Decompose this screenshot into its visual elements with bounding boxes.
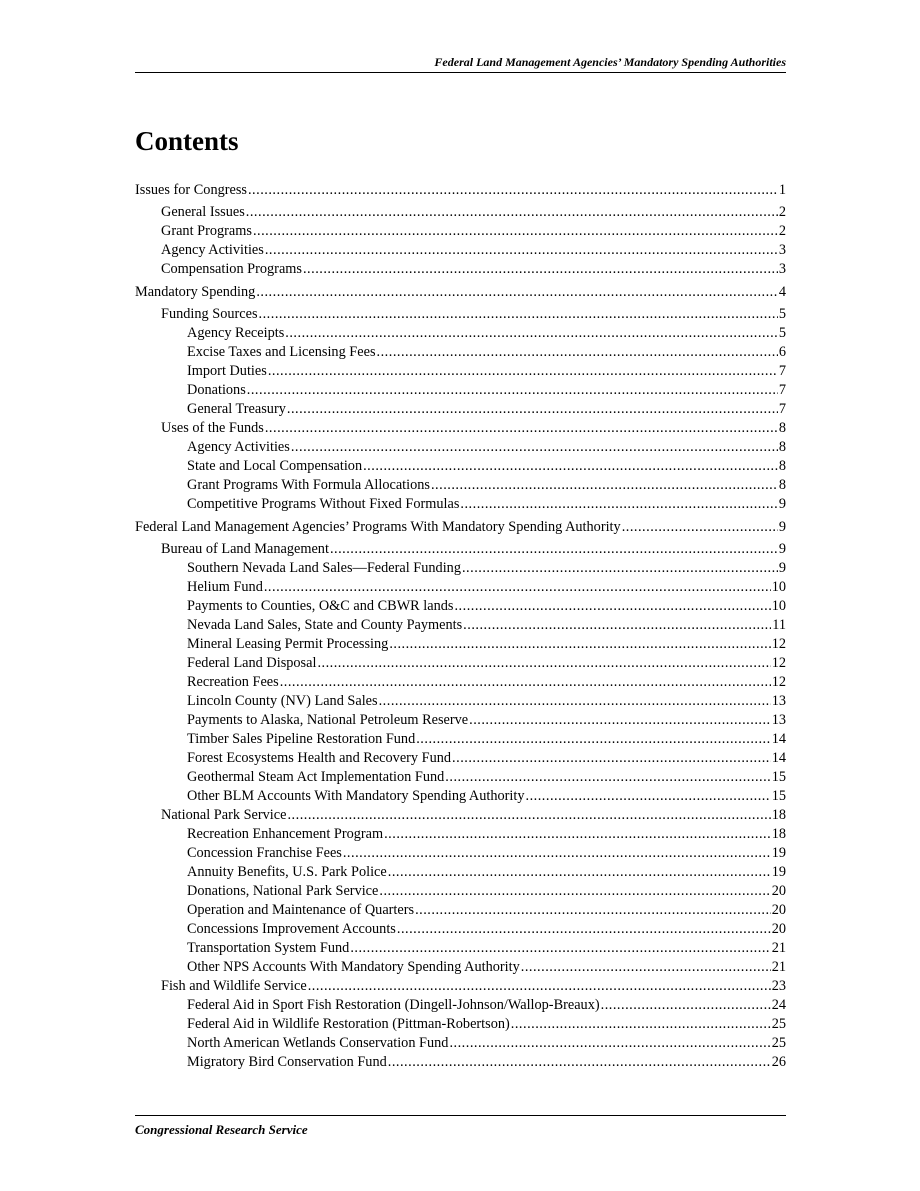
- toc-entry-page: 18: [771, 807, 786, 823]
- toc-leader-dots: [462, 559, 778, 578]
- toc-entry-label: Agency Receipts: [187, 325, 285, 341]
- toc-entry[interactable]: [135, 635, 786, 654]
- toc-entry-page: 20: [771, 883, 786, 899]
- toc-leader-dots: [454, 597, 770, 616]
- toc-leader-dots: [445, 768, 770, 787]
- toc-entry-page: 12: [771, 636, 786, 652]
- toc-entry-page: 8: [778, 420, 786, 436]
- toc-entry-label: Donations, National Park Service: [187, 883, 379, 899]
- toc-entry-label: Recreation Enhancement Program: [187, 826, 384, 842]
- toc-leader-dots: [287, 400, 778, 419]
- toc-entry-label: Annuity Benefits, U.S. Park Police: [187, 864, 387, 880]
- toc-entry[interactable]: [135, 559, 786, 578]
- toc-entry-page: 15: [771, 788, 786, 804]
- toc-leader-dots: [350, 939, 770, 958]
- toc-entry-label: Mineral Leasing Permit Processing: [187, 636, 389, 652]
- toc-entry[interactable]: [135, 438, 786, 457]
- toc-entry[interactable]: [135, 882, 786, 901]
- toc-leader-dots: [363, 457, 778, 476]
- toc-entry-page: 2: [778, 204, 786, 220]
- toc-entry[interactable]: [135, 1034, 786, 1053]
- toc-entry[interactable]: [135, 222, 786, 241]
- toc-leader-dots: [256, 283, 778, 302]
- toc-entry-page: 11: [772, 617, 786, 633]
- toc-entry-label: Timber Sales Pipeline Restoration Fund: [187, 731, 416, 747]
- toc-entry[interactable]: [135, 806, 786, 825]
- toc-entry-page: 8: [778, 458, 786, 474]
- toc-leader-dots: [388, 863, 771, 882]
- toc-entry-page: 12: [771, 655, 786, 671]
- toc-leader-dots: [308, 977, 771, 996]
- toc-entry[interactable]: [135, 787, 786, 806]
- toc-entry-page: 19: [771, 845, 786, 861]
- toc-entry[interactable]: [135, 1015, 786, 1034]
- toc-entry[interactable]: [135, 578, 786, 597]
- toc-leader-dots: [268, 362, 778, 381]
- toc-leader-dots: [463, 616, 771, 635]
- toc-leader-dots: [303, 260, 778, 279]
- toc-leader-dots: [330, 540, 778, 559]
- toc-entry-label: Competitive Programs Without Fixed Formulas: [187, 496, 460, 512]
- toc-entry-label: Issues for Congress: [135, 182, 247, 198]
- toc-leader-dots: [469, 711, 771, 730]
- toc-leader-dots: [291, 438, 778, 457]
- toc-leader-dots: [287, 806, 770, 825]
- toc-entry-label: North American Wetlands Conservation Fund: [187, 1035, 449, 1051]
- toc-entry-label: Operation and Maintenance of Quarters: [187, 902, 415, 918]
- toc-entry-page: 10: [771, 598, 786, 614]
- toc-entry-label: Southern Nevada Land Sales—Federal Funding: [187, 560, 461, 576]
- toc-entry[interactable]: [135, 181, 786, 200]
- toc-leader-dots: [460, 495, 777, 514]
- toc-entry-page: 7: [778, 363, 786, 379]
- toc-entry-page: 15: [771, 769, 786, 785]
- toc-entry-label: Migratory Bird Conservation Fund: [187, 1054, 387, 1070]
- toc-leader-dots: [526, 787, 771, 806]
- toc-entry-page: 3: [778, 242, 786, 258]
- toc-entry-page: 9: [778, 560, 786, 576]
- toc-entry-page: 14: [771, 731, 786, 747]
- toc-entry[interactable]: [135, 977, 786, 996]
- toc-entry[interactable]: [135, 324, 786, 343]
- toc-entry[interactable]: [135, 241, 786, 260]
- toc-leader-dots: [377, 343, 778, 362]
- toc-leader-dots: [264, 578, 771, 597]
- toc-entry[interactable]: [135, 844, 786, 863]
- toc-entry-label: Mandatory Spending: [135, 284, 256, 300]
- toc-entry-page: 20: [771, 921, 786, 937]
- toc-entry[interactable]: [135, 260, 786, 279]
- toc-entry-page: 3: [778, 261, 786, 277]
- toc-entry[interactable]: [135, 381, 786, 400]
- toc-leader-dots: [416, 730, 770, 749]
- toc-entry-label: Grant Programs: [161, 223, 252, 239]
- toc-entry[interactable]: [135, 996, 786, 1015]
- toc-leader-dots: [259, 305, 778, 324]
- toc-entry[interactable]: [135, 692, 786, 711]
- toc-entry[interactable]: [135, 476, 786, 495]
- toc-entry-label: General Treasury: [187, 401, 286, 417]
- toc-entry[interactable]: [135, 283, 786, 302]
- toc-entry[interactable]: [135, 495, 786, 514]
- toc-entry[interactable]: [135, 920, 786, 939]
- toc-leader-dots: [265, 241, 778, 260]
- toc-entry[interactable]: [135, 711, 786, 730]
- toc-leader-dots: [343, 844, 771, 863]
- toc-entry[interactable]: [135, 343, 786, 362]
- toc-leader-dots: [379, 692, 771, 711]
- toc-entry-page: 4: [778, 284, 786, 300]
- toc-leader-dots: [389, 635, 770, 654]
- toc-entry[interactable]: [135, 457, 786, 476]
- running-header: Federal Land Management Agencies’ Mandatory Spending Authorities: [135, 54, 786, 73]
- toc-entry-label: Grant Programs With Formula Allocations: [187, 477, 430, 493]
- toc-entry-label: Lincoln County (NV) Land Sales: [187, 693, 378, 709]
- toc-entry-label: Recreation Fees: [187, 674, 279, 690]
- toc-leader-dots: [415, 901, 771, 920]
- toc-leader-dots: [265, 419, 778, 438]
- toc-entry-label: Federal Aid in Wildlife Restoration (Pittman-Robertson): [187, 1016, 510, 1032]
- toc-entry-page: 26: [771, 1054, 786, 1070]
- toc-leader-dots: [285, 324, 778, 343]
- toc-entry-label: Federal Land Management Agencies’ Programs With Mandatory Spending Authority: [135, 519, 621, 535]
- toc-entry-page: 20: [771, 902, 786, 918]
- toc-leader-dots: [511, 1015, 771, 1034]
- toc-entry-page: 1: [778, 182, 786, 198]
- toc-entry-page: 12: [771, 674, 786, 690]
- toc-entry-label: Transportation System Fund: [187, 940, 350, 956]
- toc-leader-dots: [253, 222, 778, 241]
- toc-entry-label: Geothermal Steam Act Implementation Fund: [187, 769, 445, 785]
- toc-entry[interactable]: [135, 362, 786, 381]
- toc-entry-page: 21: [771, 959, 786, 975]
- toc-leader-dots: [280, 673, 771, 692]
- toc-entry-label: Import Duties: [187, 363, 267, 379]
- toc-entry-page: 9: [778, 519, 786, 535]
- toc-entry[interactable]: [135, 673, 786, 692]
- page-footer: Congressional Research Service: [135, 1115, 786, 1138]
- toc-entry[interactable]: [135, 518, 786, 537]
- toc-entry-page: 2: [778, 223, 786, 239]
- toc-entry-label: Funding Sources: [161, 306, 258, 322]
- toc-entry-label: Donations: [187, 382, 246, 398]
- toc-entry[interactable]: [135, 749, 786, 768]
- toc-entry-label: Compensation Programs: [161, 261, 302, 277]
- toc-entry-label: Concession Franchise Fees: [187, 845, 342, 861]
- toc-entry-page: 8: [778, 439, 786, 455]
- toc-leader-dots: [388, 1053, 771, 1072]
- toc-entry-page: 5: [778, 325, 786, 341]
- toc-entry[interactable]: [135, 1053, 786, 1072]
- toc-entry-page: 13: [771, 712, 786, 728]
- toc-entry[interactable]: [135, 400, 786, 419]
- table-of-contents: [135, 177, 786, 1072]
- toc-entry-label: State and Local Compensation: [187, 458, 363, 474]
- toc-entry-label: Helium Fund: [187, 579, 263, 595]
- toc-leader-dots: [452, 749, 771, 768]
- toc-entry-page: 14: [771, 750, 786, 766]
- toc-entry-page: 19: [771, 864, 786, 880]
- toc-entry[interactable]: [135, 419, 786, 438]
- page-title: Contents: [135, 126, 239, 156]
- toc-entry[interactable]: [135, 863, 786, 882]
- toc-leader-dots: [431, 476, 778, 495]
- toc-entry-label: Concessions Improvement Accounts: [187, 921, 396, 937]
- toc-leader-dots: [601, 996, 771, 1015]
- toc-entry[interactable]: [135, 616, 786, 635]
- toc-entry[interactable]: [135, 825, 786, 844]
- toc-entry-label: Forest Ecosystems Health and Recovery Fund: [187, 750, 452, 766]
- toc-entry-page: 21: [771, 940, 786, 956]
- toc-leader-dots: [521, 958, 771, 977]
- toc-entry-page: 7: [778, 401, 786, 417]
- toc-entry-page: 25: [771, 1016, 786, 1032]
- toc-entry-page: 7: [778, 382, 786, 398]
- toc-entry-page: 23: [771, 978, 786, 994]
- toc-entry-page: 9: [778, 541, 786, 557]
- toc-entry-label: National Park Service: [161, 807, 287, 823]
- toc-entry-label: Other NPS Accounts With Mandatory Spending Authority: [187, 959, 520, 975]
- toc-entry-page: 5: [778, 306, 786, 322]
- toc-leader-dots: [246, 203, 778, 222]
- toc-entry[interactable]: [135, 597, 786, 616]
- toc-entry-page: 6: [778, 344, 786, 360]
- toc-leader-dots: [397, 920, 771, 939]
- toc-leader-dots: [379, 882, 770, 901]
- toc-entry-page: 9: [778, 496, 786, 512]
- toc-entry-page: 13: [771, 693, 786, 709]
- toc-entry-label: General Issues: [161, 204, 245, 220]
- toc-entry[interactable]: [135, 958, 786, 977]
- toc-leader-dots: [317, 654, 770, 673]
- toc-entry[interactable]: [135, 730, 786, 749]
- toc-leader-dots: [622, 518, 778, 537]
- toc-entry[interactable]: [135, 654, 786, 673]
- toc-entry-label: Federal Aid in Sport Fish Restoration (Dingell-Johnson/Wallop-Breaux): [187, 997, 600, 1013]
- toc-leader-dots: [449, 1034, 770, 1053]
- toc-leader-dots: [384, 825, 771, 844]
- toc-entry[interactable]: [135, 203, 786, 222]
- toc-entry-label: Agency Activities: [187, 439, 290, 455]
- toc-entry-label: Fish and Wildlife Service: [161, 978, 307, 994]
- toc-leader-dots: [248, 181, 778, 200]
- toc-entry-label: Agency Activities: [161, 242, 264, 258]
- toc-entry-label: Uses of the Funds: [161, 420, 264, 436]
- toc-entry[interactable]: [135, 901, 786, 920]
- toc-entry[interactable]: [135, 939, 786, 958]
- toc-entry-page: 8: [778, 477, 786, 493]
- toc-entry-label: Payments to Alaska, National Petroleum Reserve: [187, 712, 469, 728]
- toc-entry[interactable]: [135, 305, 786, 324]
- toc-entry-page: 25: [771, 1035, 786, 1051]
- toc-entry[interactable]: [135, 768, 786, 787]
- toc-entry-label: Other BLM Accounts With Mandatory Spending Authority: [187, 788, 525, 804]
- toc-entry-page: 10: [771, 579, 786, 595]
- toc-leader-dots: [247, 381, 778, 400]
- toc-entry[interactable]: [135, 540, 786, 559]
- toc-entry-label: Excise Taxes and Licensing Fees: [187, 344, 376, 360]
- toc-entry-label: Nevada Land Sales, State and County Payments: [187, 617, 463, 633]
- toc-entry-page: 24: [771, 997, 786, 1013]
- toc-entry-label: Federal Land Disposal: [187, 655, 317, 671]
- toc-entry-label: Bureau of Land Management: [161, 541, 329, 557]
- toc-entry-page: 18: [771, 826, 786, 842]
- toc-entry-label: Payments to Counties, O&C and CBWR lands: [187, 598, 454, 614]
